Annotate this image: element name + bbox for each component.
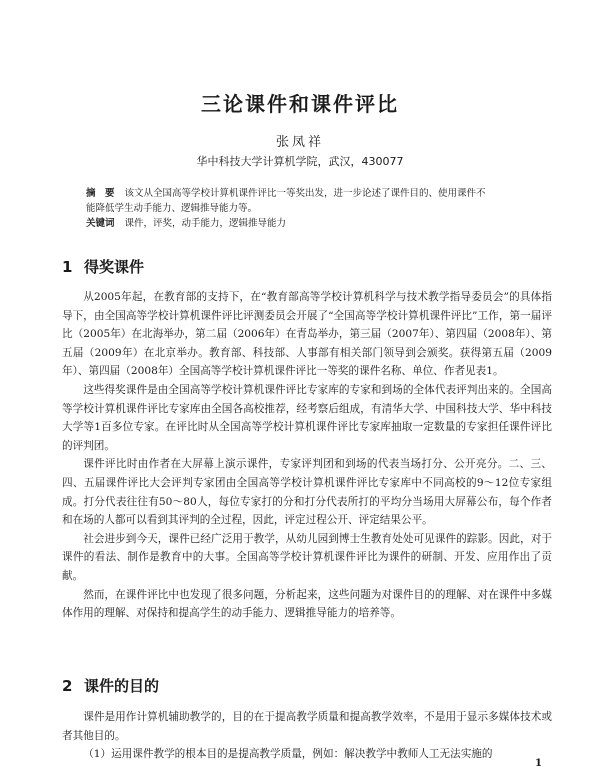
paragraph: 课件是用作计算机辅助教学的，目的在于提高教学质量和提高教学效率，不是用于显示多媒体技术或者其他目的。 [62, 711, 552, 742]
abstract-label: 摘 要 [86, 188, 115, 199]
paragraph: 这些得奖课件是由全国高等学校计算机课件评比专家库的专家和到场的全体代表评判出来的。全国高等学校计算机课件评比专家库由全国各高校推荐，经考察后组成，有清华大学、中国科技大学、华中科技大学等1百多位专家。在评比时从全国高等学校计算机课件评比专家库抽取一定数量的专家担任课件评比的评判团。 [62, 383, 552, 452]
author-affiliation: 华中科技大学计算机学院，武汉，430077 [196, 155, 404, 168]
section-heading [62, 256, 144, 277]
section-number: 2 [62, 677, 73, 695]
abstract-row [86, 186, 546, 201]
abstract-text-line1: 该文从全国高等学校计算机课件评比一等奖出发，进一步论述了课件目的、使用课件不 [124, 188, 486, 199]
paper-title: 三论课件和课件评比 [201, 92, 399, 116]
keywords-row [86, 216, 546, 231]
abstract-block [86, 186, 546, 231]
section-title: 课件的目的 [84, 677, 160, 695]
section-heading [62, 675, 159, 696]
keywords-text: 课件，评奖，动手能力，逻辑推导能力 [124, 218, 287, 229]
paragraph: （1）运用课件教学的根本目的是提高教学质量，例如：解决教学中教师人工无法实施的 [83, 748, 493, 761]
section-body [62, 288, 552, 623]
paragraph: 社会进步到今天，课件已经广泛用于教学，从幼儿园到博士生教育处处可见课件的踪影。因此，对于课件的看法、制作是教育中的大事。全国高等学校计算机课件评比为课件的研制、开发、应用作出了贡献。 [62, 532, 552, 582]
section-body [62, 708, 552, 764]
abstract-text-line2: 能降低学生动手能力、逻辑推导能力等。 [86, 203, 258, 214]
section-title: 得奖课件 [84, 258, 145, 276]
page-number: 1 [535, 758, 542, 769]
section-number: 1 [62, 258, 73, 276]
author-name: 张凤祥 [275, 135, 324, 150]
paragraph: 然而，在课件评比中也发现了很多问题，分析起来，这些问题为对课件目的的理解、对在课件中多媒体作用的理解、对保持和提高学生的动手能力、逻辑推导能力的培养等。 [62, 588, 552, 620]
paragraph: 课件评比时由作者在大屏幕上演示课件，专家评判团和到场的代表当场打分、公开亮分。二、三、四、五届课件评比大会评判专家团由全国高等学校计算机课件评比专家库中不同高校的9～12位专家组成。打分代表往往有50～80人，每位专家打的分和打分代表所打的平均分当场用大屏幕公布，每个作者和在场的人都可以看到其评判的全过程，因此，评定过程公开、评定结果公平。 [62, 458, 552, 527]
paragraph: 从2005年起，在教育部的支持下，在“教育部高等学校计算机科学与技术教学指导委员会”的具体指导下，由全国高等学校计算机课件评比评测委员会开展了“全国高等学校计算机课件评比”工作，第一届评比（2005年）在北海举办，第二届（2006年）在青岛举办，第三届（2007年）、第四届（2008年）、第五届（2009年）在北京举办。教育部、科技部、人事部有相关部门领导到会颁奖。获得第五届（2009年）、第四届（2008年）全国高等学校计算机课件评比一等奖的课件名称、单位、作者见表1。 [62, 291, 552, 378]
keywords-label: 关键词 [86, 218, 115, 229]
